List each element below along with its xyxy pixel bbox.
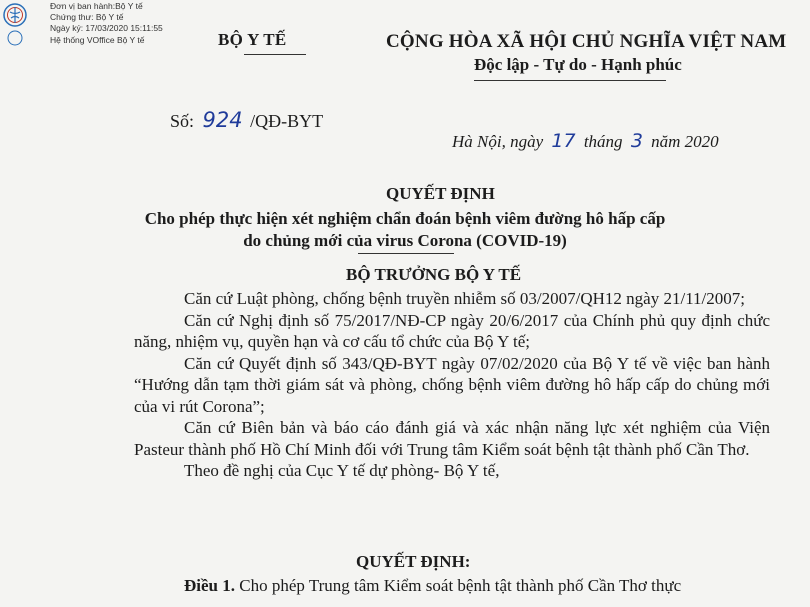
ministry-name: BỘ Y TẾ — [218, 30, 287, 49]
article-1-text: Cho phép Trung tâm Kiểm soát bệnh tật thành phố Cần Thơ thực — [239, 576, 682, 595]
decision-heading: QUYẾT ĐỊNH: — [356, 552, 471, 571]
date-place-day: Hà Nội, ngày — [452, 132, 544, 151]
ministry-underline — [244, 54, 306, 55]
basis-paragraph: Căn cứ Luật phòng, chống bệnh truyền nhiễm số 03/2007/QH12 ngày 21/11/2007; — [184, 289, 746, 308]
number-prefix: Số: — [170, 111, 195, 131]
subject-underline — [358, 253, 454, 254]
date-month-handwritten: 3 — [630, 130, 643, 152]
basis-paragraph: Căn cứ Nghị định số 75/2017/NĐ-CP ngày 20/6/2017 của Chính phủ quy định chức năng, nhiệm vụ, quyền hạn và cơ cấu tổ chức của Bộ Y tế; — [134, 310, 770, 351]
stamp-system: Hệ thống VOffice Bộ Y tế — [50, 34, 145, 45]
article-1-label: Điều 1. — [184, 576, 235, 595]
motto-underline — [474, 80, 666, 81]
issuing-authority: BỘ TRƯỞNG BỘ Y TẾ — [346, 265, 522, 284]
basis-paragraph: Căn cứ Biên bản và báo cáo đánh giá và xác nhận năng lực xét nghiệm của Viện Pasteur thành phố Hồ Chí Minh đối với Trung tâm Kiểm soát bệnh tật thành phố Cần Thơ. — [134, 418, 770, 459]
document-subject — [80, 208, 730, 252]
stamp-signed-date: Ngày ký: 17/03/2020 15:11:55 — [50, 23, 163, 34]
basis-paragraph: Căn cứ Quyết định số 343/QĐ-BYT ngày 07/02/2020 của Bộ Y tế về việc ban hành “Hướng dẫn tạm thời giám sát và phòng, chống bệnh viêm đường hô hấp cấp do chủng mới của vi rút Corona”; — [134, 353, 770, 416]
subject-line-2: do chủng mới của virus Corona (COVID-19) — [243, 231, 567, 250]
document-number — [170, 108, 323, 132]
basis-paragraph: Theo đề nghị của Cục Y tế dự phòng- Bộ Y tế, — [184, 461, 500, 480]
stamp-text — [50, 1, 163, 46]
subject-line-1: Cho phép thực hiện xét nghiệm chẩn đoán bệnh viêm đường hô hấp cấp — [144, 209, 666, 228]
stamp-issuing-unit: Đơn vị ban hành:Bộ Y tế — [50, 1, 143, 11]
date-month-label: tháng — [583, 132, 623, 151]
digital-signature-stamp — [0, 0, 215, 60]
ministry-emblem-icon — [2, 2, 28, 48]
number-handwritten: 924 — [202, 108, 243, 132]
nation-title: CỘNG HÒA XÃ HỘI CHỦ NGHĨA VIỆT NAM — [386, 31, 787, 52]
number-suffix: /QĐ-BYT — [250, 111, 324, 131]
document-type: QUYẾT ĐỊNH — [386, 184, 495, 203]
article-1 — [134, 575, 774, 597]
national-motto: Độc lập - Tự do - Hạnh phúc — [474, 55, 682, 74]
issue-date — [452, 130, 719, 152]
legal-basis — [134, 288, 770, 482]
date-year: năm 2020 — [651, 132, 719, 151]
date-day-handwritten: 17 — [551, 130, 576, 152]
stamp-certificate: Chứng thư: Bộ Y tế — [50, 12, 124, 23]
